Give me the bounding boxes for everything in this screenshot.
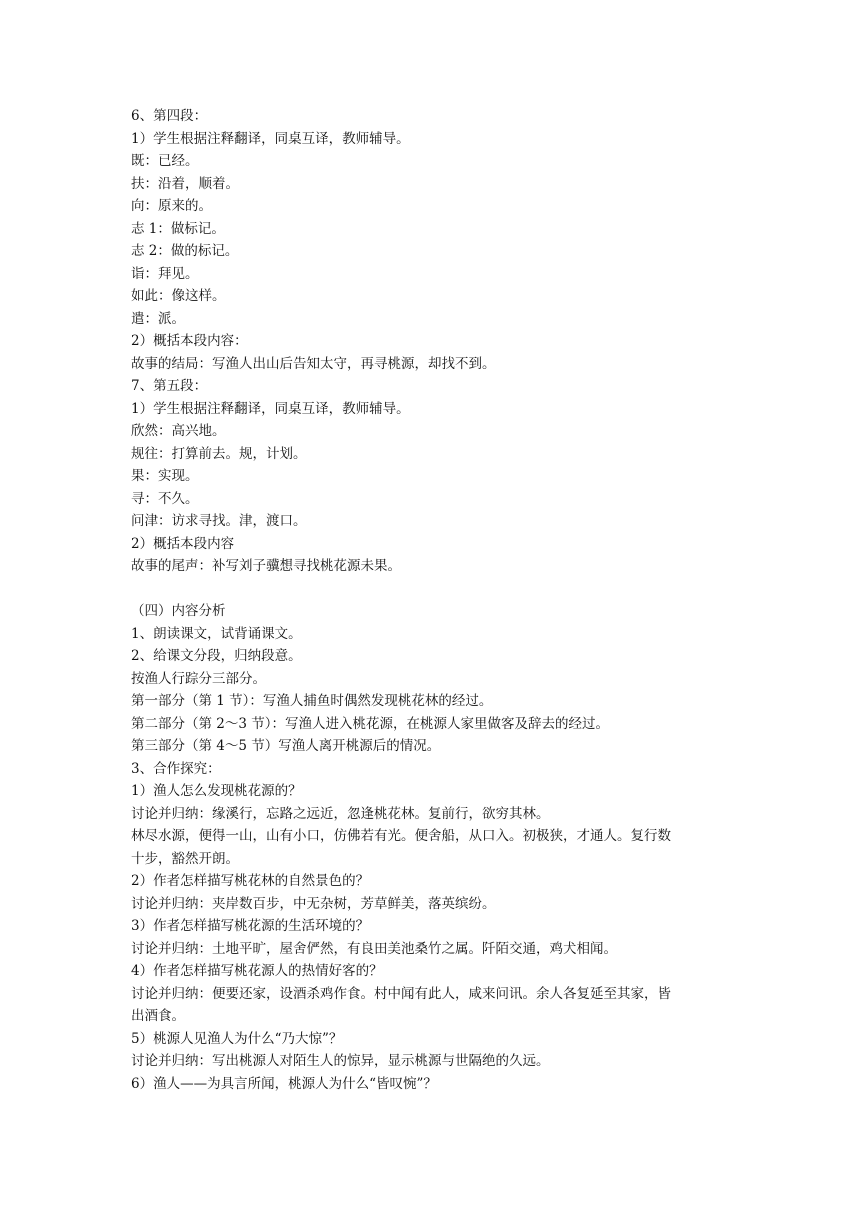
text-line: 按渔人行踪分三部分。 — [131, 670, 266, 687]
vocab-line: 问津：访求寻找。津，渡口。 — [131, 513, 307, 529]
question-line: 2）作者怎样描写桃花林的自然景色的？ — [131, 873, 370, 889]
answer-line: 讨论并归纳：便要还家，设酒杀鸡作食。村中闻有此人，咸来问讯。余人各复延至其家，皆 — [131, 985, 671, 1002]
answer-line: 讨论并归纳：缘溪行，忘路之远近，忽逢桃花林。复前行，欲穷其林。 — [131, 805, 550, 822]
text-line: 2）概括本段内容 — [131, 535, 235, 552]
section-heading: 3、合作探究： — [131, 760, 221, 777]
text-line: 故事的尾声：补写刘子骥想寻找桃花源未果。 — [131, 558, 401, 574]
text-line: 1）学生根据注释翻译，同桌互译，教师辅导。 — [131, 400, 410, 417]
text-line: 第二部分（第 2～3 节）：写渔人进入桃花源，在桃源人家里做客及辞去的经过。 — [131, 715, 610, 732]
answer-line: 讨论并归纳：土地平旷，屋舍俨然，有良田美池桑竹之属。阡陌交通，鸡犬相闻。 — [131, 940, 617, 957]
question-line: 5）桃源人见渔人为什么“乃大惊”？ — [131, 1030, 343, 1047]
answer-line: 讨论并归纳：夹岸数百步，中无杂树，芳草鲜美，落英缤纷。 — [131, 895, 496, 912]
text-line: 2、给课文分段，归纳段意。 — [131, 648, 302, 664]
section-heading: 7、第五段： — [131, 378, 208, 394]
question-line: 6）渔人——为具言所闻，桃源人为什么“皆叹惋”？ — [131, 1075, 437, 1092]
answer-line: 十步，豁然开朗。 — [131, 850, 239, 867]
question-line: 3）作者怎样描写桃花源的生活环境的？ — [131, 918, 370, 934]
text-line: 第一部分（第 1 节）：写渔人捕鱼时偶然发现桃花林的经过。 — [131, 693, 493, 709]
vocab-line: 欣然：高兴地。 — [131, 423, 226, 439]
answer-line: 讨论并归纳：写出桃源人对陌生人的惊异，显示桃源与世隔绝的久远。 — [131, 1053, 550, 1069]
text-line: 第三部分（第 4～5 节）写渔人离开桃源后的情况。 — [131, 738, 441, 754]
vocab-line: 志 1：做标记。 — [131, 220, 225, 237]
answer-line: 林尽水源，便得一山，山有小口，仿佛若有光。便舍船，从口入。初极狭，才通人。复行数 — [131, 828, 671, 844]
vocab-line: 扶：沿着，顺着。 — [131, 175, 239, 192]
text-line: 1）学生根据注释翻译，同桌互译，教师辅导。 — [131, 130, 410, 147]
document-body — [131, 105, 741, 1095]
blank-line — [131, 578, 741, 601]
vocab-line: 既：已经。 — [131, 153, 199, 169]
vocab-line: 诣：拜见。 — [131, 265, 199, 282]
question-line: 1）渔人怎么发现桃花源的？ — [131, 783, 302, 799]
section-heading: 6、第四段： — [131, 108, 208, 124]
section-heading: （四）内容分析 — [131, 603, 226, 619]
text-line: 故事的结局：写渔人出山后告知太守，再寻桃源，却找不到。 — [131, 355, 496, 372]
text-line: 2）概括本段内容： — [131, 333, 248, 349]
vocab-line: 向：原来的。 — [131, 198, 212, 214]
vocab-line: 果：实现。 — [131, 468, 199, 484]
text-line: 1、朗读课文，试背诵课文。 — [131, 625, 302, 642]
vocab-line: 志 2：做的标记。 — [131, 243, 239, 259]
vocab-line: 规往：打算前去。规，计划。 — [131, 445, 307, 462]
vocab-line: 如此：像这样。 — [131, 288, 226, 304]
vocab-line: 寻：不久。 — [131, 490, 199, 507]
question-line: 4）作者怎样描写桃花源人的热情好客的？ — [131, 963, 383, 979]
answer-line: 出酒食。 — [131, 1008, 185, 1024]
vocab-line: 遣：派。 — [131, 310, 185, 327]
